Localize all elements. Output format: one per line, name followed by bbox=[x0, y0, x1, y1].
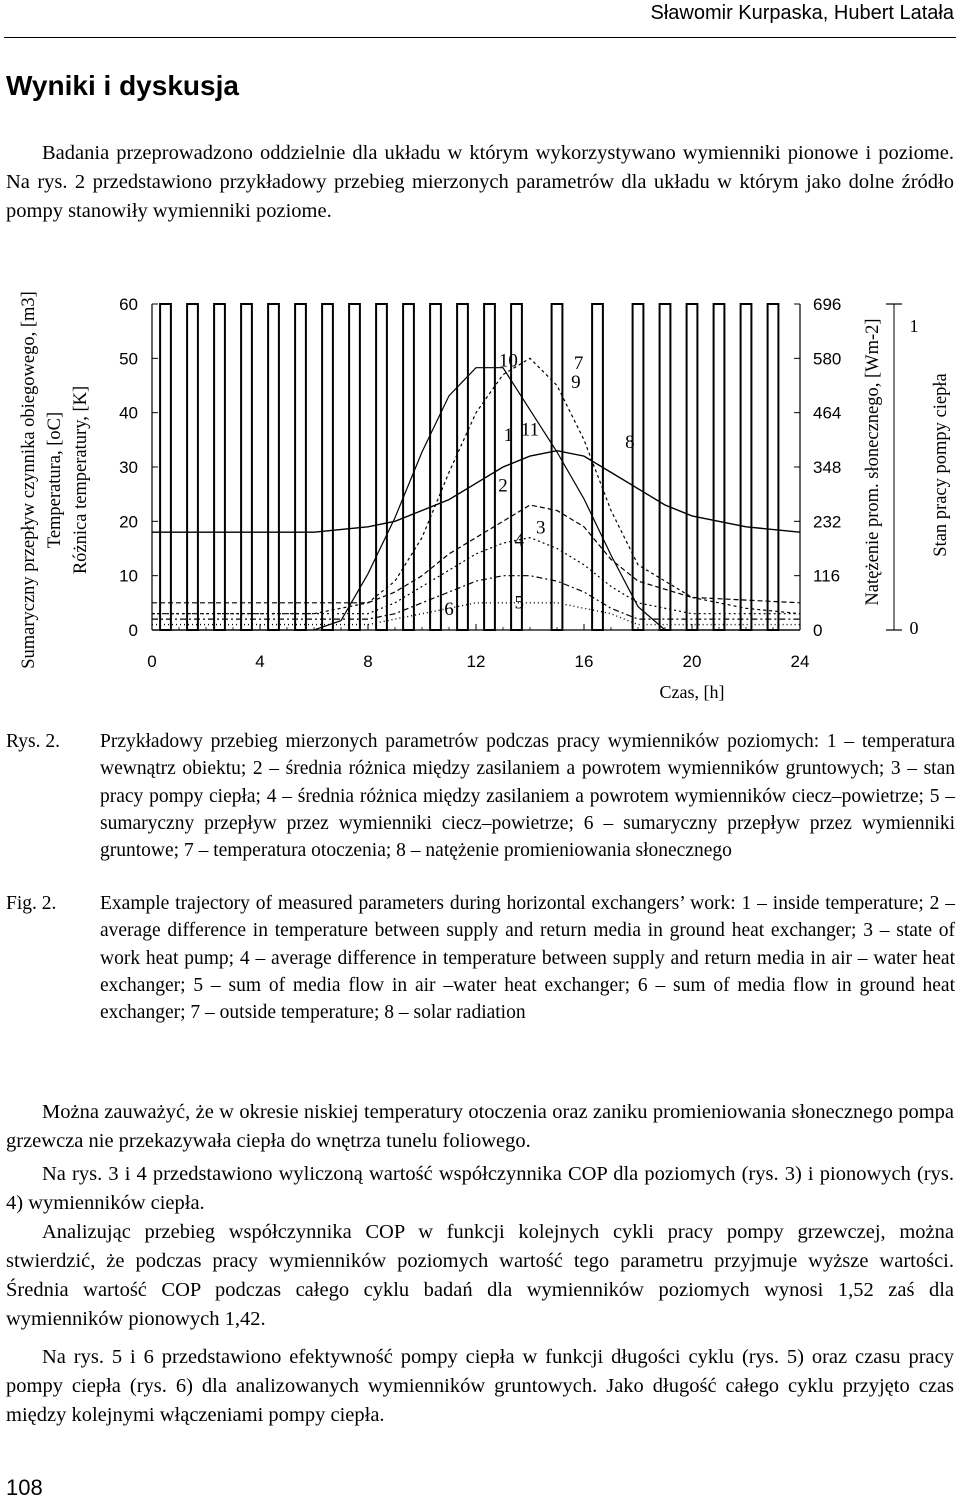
pump-state-bracket bbox=[886, 304, 902, 630]
caption-text-en: Example trajectory of measured parameters during horizontal exchangers’ work: 1 – inside temperature; 2 – average difference in temperature between supply and return media in ground heat exchanger; 3 – state of work heat pump; 4 – average difference in temperature between supply and return media in air – water heat exchanger; 5 – sum of media flow in air –water heat exchanger; 6 – sum of media flow in ground heat exchanger; 7 – outside temperature; 8 – solar radiation bbox=[100, 893, 955, 1024]
caption-label-pl: Rys. 2. bbox=[6, 731, 60, 752]
pump-state-tick-0: 1 bbox=[909, 316, 919, 336]
right-tick-label-1: 580 bbox=[813, 349, 842, 369]
series-8-line bbox=[152, 368, 800, 630]
body-paragraph-1: Można zauważyć, że w okresie niskiej temperatury otoczenia oraz zaniku promieniowania słonecznego pompa grzewcza nie przekazywała ciepła do wnętrza tunelu foliowego. bbox=[6, 1101, 954, 1152]
series-7-line bbox=[152, 358, 800, 613]
body-paragraph-2: Na rys. 3 i 4 przedstawiono wyliczoną wartość współczynnika COP dla poziomych (rys. 3) i pionowych (rys. 4) wymienników ciepła. bbox=[6, 1163, 954, 1214]
pump-pulse-11 bbox=[457, 304, 468, 630]
left-tick-label-3: 30 bbox=[119, 458, 138, 477]
curve-label-11: 11 bbox=[520, 419, 540, 441]
pump-pulse-7 bbox=[349, 304, 360, 630]
right-tick-label-0: 696 bbox=[813, 295, 842, 314]
section-title: Wyniki i dyskusja bbox=[6, 70, 239, 101]
chart-layer bbox=[119, 295, 918, 702]
series-1-line bbox=[152, 451, 800, 533]
series-2-line bbox=[152, 505, 800, 603]
right-tick-label-4: 232 bbox=[813, 512, 842, 532]
pump-pulse-20 bbox=[741, 304, 752, 630]
x-tick-label-5: 20 bbox=[682, 652, 702, 671]
caption-text-pl: Przykładowy przebieg mierzonych parametrów podczas pracy wymienników poziomych: 1 – temperatura wewnątrz obiektu; 2 – średnia różnica między zasilaniem a powrotem wymienników gruntowych; 3 – stan pracy pompy ciepła; 4 – średnia różnica między zasilaniem a powrotem wymienników ciecz–powietrze; 5 – sumaryczny przepływ przez wymienniki ciecz–powietrze; 6 – sumaryczny przepływ przez wymienniki gruntowe; 7 – temperatura otoczenia; 8 – natężenie promieniowania słonecznego bbox=[100, 731, 955, 862]
right-tick-label-3: 348 bbox=[813, 458, 842, 477]
curve-label-3: 3 bbox=[536, 517, 546, 539]
pump-pulse-16 bbox=[633, 304, 644, 630]
left-tick-label-0: 60 bbox=[119, 295, 138, 314]
left-axis-label-difference: Różnica temperatury, [K] bbox=[71, 385, 91, 575]
pump-pulse-8 bbox=[376, 304, 387, 630]
left-tick-label-4: 20 bbox=[119, 512, 138, 532]
left-axis-label-flow: Sumaryczny przepływ czynnika obiegowego, [m3] bbox=[19, 291, 39, 669]
figure-chart bbox=[0, 250, 960, 720]
left-axis-label-temperature: Temperatura, [oC] bbox=[45, 411, 65, 549]
pump-pulse-0 bbox=[160, 304, 171, 630]
left-tick-label-5: 10 bbox=[119, 566, 138, 586]
header-rule bbox=[4, 37, 956, 38]
right-axis-label-radiation: Natężenie prom. słonecznego, [Wm-2] bbox=[863, 318, 883, 606]
curve-label-8: 8 bbox=[625, 431, 635, 453]
body-paragraph-4: Na rys. 5 i 6 przedstawiono efektywność pompy ciepła w funkcji długości cyklu (rys. 5) oraz czasu pracy pompy ciepła (rys. 6) dla analizowanych wymienników gruntowych. Jako długość całego cyklu przyjęto czas między kolejnymi włączeniami pompy ciepła. bbox=[6, 1346, 954, 1426]
pump-pulse-5 bbox=[295, 304, 306, 630]
pump-pulse-6 bbox=[322, 304, 333, 630]
pump-pulse-18 bbox=[687, 304, 698, 630]
pump-pulse-21 bbox=[768, 304, 779, 630]
pump-pulse-4 bbox=[268, 304, 279, 630]
right-axis-label-pump-state: Stan pracy pompy ciepła bbox=[931, 373, 951, 557]
x-tick-label-2: 8 bbox=[363, 652, 373, 671]
x-tick-label-0: 0 bbox=[147, 652, 157, 671]
curve-label-4: 4 bbox=[514, 529, 524, 551]
x-tick-label-1: 4 bbox=[255, 652, 265, 671]
x-axis-title: Czas, [h] bbox=[659, 682, 725, 702]
pump-pulse-10 bbox=[430, 304, 441, 630]
x-tick-label-3: 12 bbox=[466, 652, 486, 671]
body-paragraph-3: Analizując przebieg współczynnika COP w funkcji kolejnych cykli pracy pompy grzewczej, można stwierdzić, że podczas pracy wymienników poziomych wartość tego parametru przyjmuje wyższe wartości. Średnia wartość COP podczas całego cyklu badań dla wymienników poziomych wynosi 1,52 zaś dla wymienników pionowych 1,42. bbox=[6, 1221, 954, 1330]
running-header: Sławomir Kurpaska, Hubert Latała bbox=[650, 2, 954, 24]
left-tick-label-1: 50 bbox=[119, 349, 138, 369]
left-tick-label-6: 0 bbox=[128, 621, 138, 640]
x-tick-label-4: 16 bbox=[574, 652, 594, 671]
pump-pulse-19 bbox=[714, 304, 725, 630]
right-tick-label-2: 464 bbox=[813, 403, 842, 423]
curve-label-5: 5 bbox=[514, 592, 524, 614]
page-number: 108 bbox=[6, 1475, 43, 1500]
curve-label-7: 7 bbox=[573, 353, 584, 375]
pump-pulse-2 bbox=[214, 304, 225, 630]
right-tick-label-5: 116 bbox=[813, 566, 841, 586]
curve-label-10: 10 bbox=[498, 350, 518, 372]
pump-pulse-3 bbox=[241, 304, 252, 630]
pump-pulse-14 bbox=[552, 304, 563, 630]
curve-label-1: 1 bbox=[503, 424, 514, 446]
curve-label-6: 6 bbox=[444, 598, 454, 620]
pump-pulse-1 bbox=[187, 304, 198, 630]
curve-label-2: 2 bbox=[498, 475, 508, 497]
caption-label-en: Fig. 2. bbox=[6, 893, 57, 914]
pump-pulse-17 bbox=[660, 304, 671, 630]
curve-label-9: 9 bbox=[571, 372, 581, 394]
right-tick-label-6: 0 bbox=[813, 621, 823, 640]
pump-state-tick-1: 0 bbox=[909, 618, 919, 638]
pump-pulse-12 bbox=[484, 304, 495, 630]
left-tick-label-2: 40 bbox=[119, 403, 138, 423]
intro-paragraph: Badania przeprowadzono oddzielnie dla układu w którym wykorzystywano wymienniki pionowe i poziome. Na rys. 2 przedstawiono przykładowy przebieg mierzonych parametrów dla układu w którym jako dolne źródło pompy stanowiły wymienniki poziome. bbox=[6, 142, 954, 222]
x-tick-label-6: 24 bbox=[790, 652, 810, 671]
